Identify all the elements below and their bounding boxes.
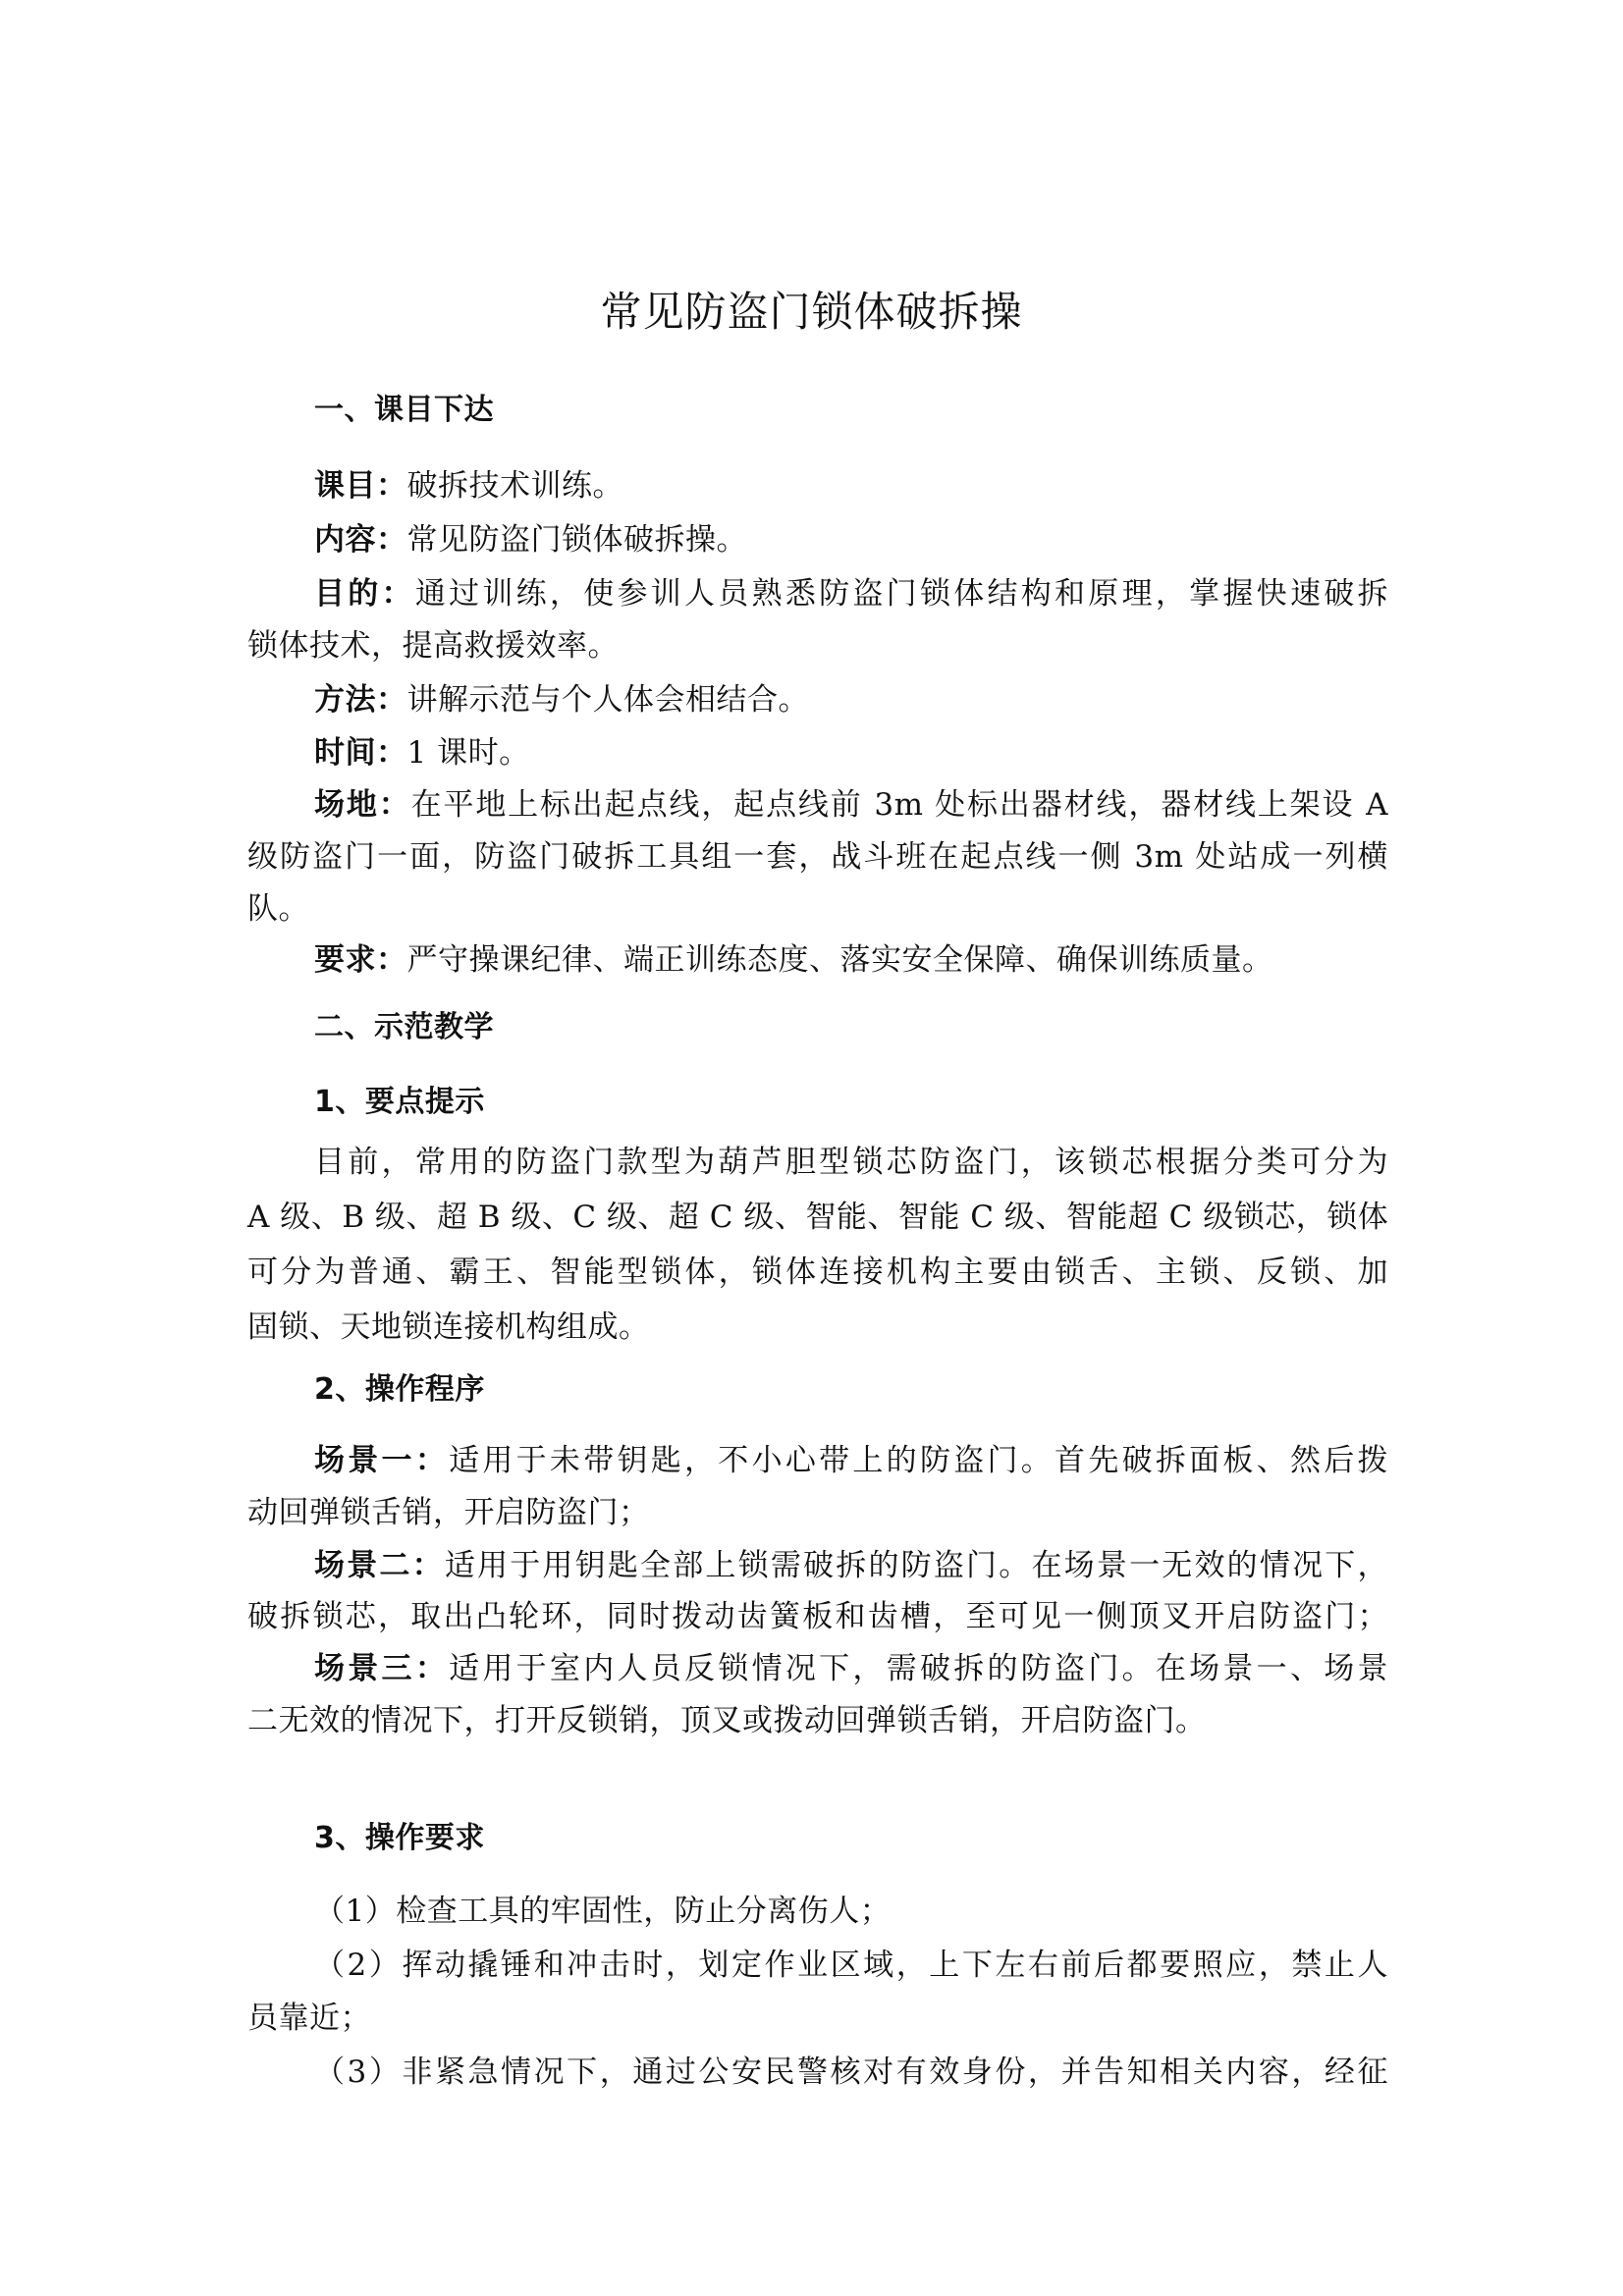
paragraph-purpose-line2: 锁体技术，提高救援效率。 — [247, 628, 619, 664]
op-req-item-3-line1: （3）非紧急情况下，通过公安民警核对有效身份，并告知相关内容，经征 — [314, 2055, 1388, 2090]
text-scene-2-1: 适用于用钥匙全部上锁需破拆的防盗门。在场景一无效的情况下， — [444, 1548, 1388, 1583]
section-heading-assignment: 一、课目下达 — [314, 393, 494, 427]
subheading-procedure: 2、操作程序 — [314, 1372, 485, 1407]
paragraph-time — [314, 733, 1388, 773]
label-time: 时间： — [314, 735, 407, 771]
text-requirements: 严守操课纪律、端正训练态度、落实安全保障、确保训练质量。 — [406, 942, 1273, 978]
scene-2-line1 — [314, 1546, 1388, 1585]
paragraph-content — [314, 520, 1388, 560]
paragraph-venue-line3: 队。 — [247, 891, 309, 927]
label-purpose: 目的： — [314, 576, 415, 612]
paragraph-purpose-line1 — [314, 574, 1388, 614]
paragraph-subject — [314, 466, 1388, 506]
subheading-key-points: 1、要点提示 — [314, 1085, 485, 1119]
op-req-item-2-line1: （2）挥动撬锤和冲击时，划定作业区域，上下左右前后都要照应，禁止人 — [314, 1948, 1388, 1983]
op-req-item-2-line2: 员靠近； — [247, 2001, 371, 2036]
scene-3-line1 — [314, 1649, 1388, 1688]
section-heading-demonstration: 二、示范教学 — [314, 1010, 494, 1044]
scene-2-line2: 破拆锁芯，取出凸轮环，同时拨动齿簧板和齿槽，至可见一侧顶叉开启防盗门； — [247, 1599, 1388, 1634]
scene-1-line1 — [314, 1441, 1388, 1480]
label-scene-1: 场景一： — [314, 1443, 450, 1478]
document-title: 常见防盗门锁体破拆操 — [600, 288, 1023, 336]
key-points-line4: 固锁、天地锁连接机构组成。 — [247, 1309, 650, 1345]
text-scene-1-1: 适用于未带钥匙，不小心带上的防盗门。首先破拆面板、然后拨 — [449, 1443, 1389, 1478]
scene-3-line2: 二无效的情况下，打开反锁销，顶叉或拨动回弹锁舌销，开启防盗门。 — [247, 1703, 1207, 1738]
label-content: 内容： — [314, 522, 407, 558]
label-scene-2: 场景二： — [314, 1548, 445, 1583]
key-points-line3: 可分为普通、霸王、智能型锁体，锁体连接机构主要由锁舌、主锁、反锁、加 — [247, 1255, 1388, 1290]
op-req-item-1: （1）检查工具的牢固性，防止分离伤人； — [314, 1894, 892, 1929]
text-content: 常见防盗门锁体破拆操。 — [406, 522, 747, 558]
text-purpose-1: 通过训练，使参训人员熟悉防盗门锁体结构和原理，掌握快速破拆 — [414, 576, 1389, 612]
text-scene-3-1: 适用于室内人员反锁情况下，需破拆的防盗门。在场景一、场景 — [449, 1651, 1389, 1686]
text-time: 1 课时。 — [406, 735, 530, 771]
label-requirements: 要求： — [314, 942, 407, 978]
paragraph-venue-line2: 级防盗门一面，防盗门破拆工具组一套，战斗班在起点线一侧 3m 处站成一列横 — [247, 839, 1388, 875]
text-venue-1: 在平地上标出起点线，起点线前 3m 处标出器材线，器材线上架设 A — [410, 787, 1388, 823]
text-method: 讲解示范与个人体会相结合。 — [406, 682, 809, 718]
key-points-line2: A 级、B 级、超 B 级、C 级、超 C 级、智能、智能 C 级、智能超 C 级锁芯，锁体 — [247, 1200, 1389, 1235]
subheading-operation-requirements: 3、操作要求 — [314, 1821, 485, 1855]
paragraph-venue-line1 — [314, 785, 1388, 825]
label-subject: 课目： — [314, 468, 407, 504]
text-subject: 破拆技术训练。 — [406, 468, 623, 504]
paragraph-requirements — [314, 940, 1388, 980]
label-venue: 场地： — [314, 787, 411, 823]
label-method: 方法： — [314, 682, 407, 718]
key-points-line1: 目前，常用的防盗门款型为葫芦胆型锁芯防盗门，该锁芯根据分类可分为 — [314, 1145, 1388, 1180]
label-scene-3: 场景三： — [314, 1651, 450, 1686]
scene-1-line2: 动回弹锁舌销，开启防盗门； — [247, 1495, 650, 1530]
paragraph-method — [314, 680, 1388, 720]
